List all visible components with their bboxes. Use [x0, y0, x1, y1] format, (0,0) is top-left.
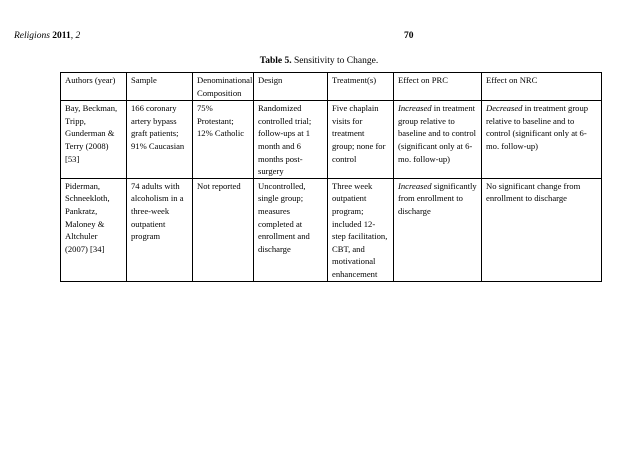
column-header-composition: Denominational Composition [193, 73, 254, 101]
effect-prc-emphasis: Increased [398, 180, 432, 191]
cell-sample: 166 coronary artery bypass graft patients; 91% Caucasian [127, 101, 193, 179]
cell-design: Uncontrolled, single group; measures completed at enrollment and discharge [254, 178, 328, 281]
cell-effect-nrc [482, 178, 602, 281]
table-caption-label: Table 5. [259, 56, 292, 66]
cell-sample: 74 adults with alcoholism in a three-week outpatient program [127, 178, 193, 281]
effect-prc-text: in treatment group relative to baseline and to control (significant only at 6-mo. follow-up) [398, 103, 477, 164]
journal-year: 2011 [52, 31, 71, 41]
cell-authors: Piderman, Schneekloth, Pankratz, Maloney & Altchuler (2007) [34] [61, 178, 127, 281]
cell-composition: Not reported [193, 178, 254, 281]
journal-volume: , 2 [70, 31, 81, 41]
column-header-effect-prc: Effect on PRC [394, 73, 482, 101]
effect-nrc-text: in treatment group relative to baseline and to control (significant only at 6-mo. follow-up) [486, 103, 589, 151]
effect-nrc-text: No significant change from enrollment to discharge [486, 180, 581, 204]
table-header-row [61, 73, 602, 101]
effect-prc-emphasis: Increased [398, 103, 432, 114]
column-header-treatment: Treatment(s) [328, 73, 394, 101]
effect-nrc-emphasis: Decreased [486, 103, 523, 114]
cell-design: Randomized controlled trial; follow-ups at 1 month and 6 months post-surgery [254, 101, 328, 179]
cell-effect-nrc [482, 101, 602, 179]
cell-effect-prc [394, 101, 482, 179]
cell-authors: Bay, Beckman, Tripp, Gunderman & Terry (2008) [53] [61, 101, 127, 179]
cell-treatment: Five chaplain visits for treatment group; none for control [328, 101, 394, 179]
journal-citation [14, 31, 80, 41]
table-caption [0, 56, 638, 66]
sensitivity-table [60, 72, 602, 282]
cell-treatment: Three week outpatient program; included 12-step facilitation, CBT, and motivational enhancement [328, 178, 394, 281]
column-header-authors: Authors (year) [61, 73, 127, 101]
table-row [61, 178, 602, 281]
table-row [61, 101, 602, 179]
table-caption-title: Sensitivity to Change. [291, 56, 379, 66]
page-number: 70 [404, 31, 414, 41]
cell-composition: 75% Protestant; 12% Catholic [193, 101, 254, 179]
cell-effect-prc [394, 178, 482, 281]
journal-name: Religions [14, 31, 50, 41]
effect-prc-text: significantly from enrollment to discharge [398, 180, 477, 216]
column-header-effect-nrc: Effect on NRC [482, 73, 602, 101]
column-header-design: Design [254, 73, 328, 101]
column-header-sample: Sample [127, 73, 193, 101]
